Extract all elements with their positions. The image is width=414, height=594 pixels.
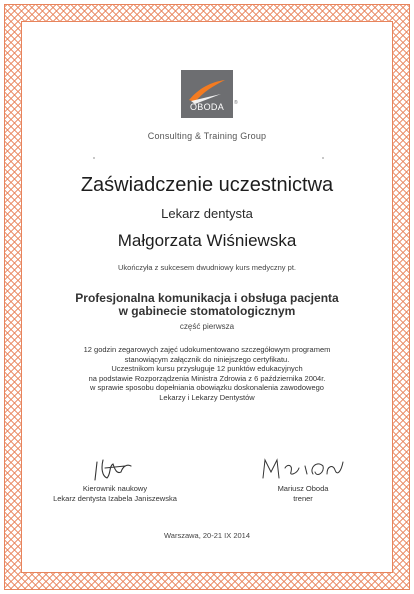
logo-wordmark: OBODA (189, 102, 224, 112)
course-description (0, 345, 414, 402)
description-line: Uczestnikom kursu przysługuje 12 punktów edukacyjnych (111, 364, 303, 373)
place-and-date: Warszawa, 20-21 IX 2014 (163, 531, 250, 540)
signature-name: Lekarz dentysta Izabela Janiszewska (53, 494, 177, 503)
decorative-dot (93, 157, 95, 159)
signature-janiszewska (75, 454, 155, 484)
profession: Lekarz dentysta (161, 206, 253, 221)
registered-mark: ® (234, 100, 238, 106)
description-line: stanowiącym załącznik do niniejszego certyfikatu. (124, 354, 290, 364)
decorative-dot (322, 157, 324, 159)
course-title-line: w gabinecie stomatologicznym (118, 304, 296, 318)
signature-block-left (40, 454, 190, 504)
signature-role: trener (293, 494, 313, 503)
description-line: Lekarzy i Lekarzy Dentystów (159, 392, 255, 402)
signature-oboda (253, 454, 353, 484)
signature-role: Kierownik naukowy (82, 484, 148, 493)
course-title (0, 292, 414, 318)
course-title-line: Profesjonalna komunikacja i obsługa pacjenta (75, 291, 339, 305)
logo-tagline: Consulting & Training Group (147, 131, 267, 141)
description-line: na podstawie Rozporządzenia Ministra Zdrowia z 6 października 2004r. (88, 373, 326, 383)
completion-text: Ukończyła z sukcesem dwudniowy kurs medyczny pt. (118, 263, 296, 272)
description-line: w sprawie sposobu dopełniania obowiązku doskonalenia zawodowego (90, 383, 324, 392)
signature-name: Mariusz Oboda (277, 484, 329, 493)
participant-name: Małgorzata Wiśniewska (117, 231, 297, 250)
certificate-title: Zaświadczenie uczestnictwa (80, 174, 334, 196)
description-line: 12 godzin zegarowych zajęć udokumentowano szczegółowym programem (83, 345, 331, 354)
signature-block-right (228, 454, 378, 504)
course-part: część pierwsza (179, 322, 235, 331)
